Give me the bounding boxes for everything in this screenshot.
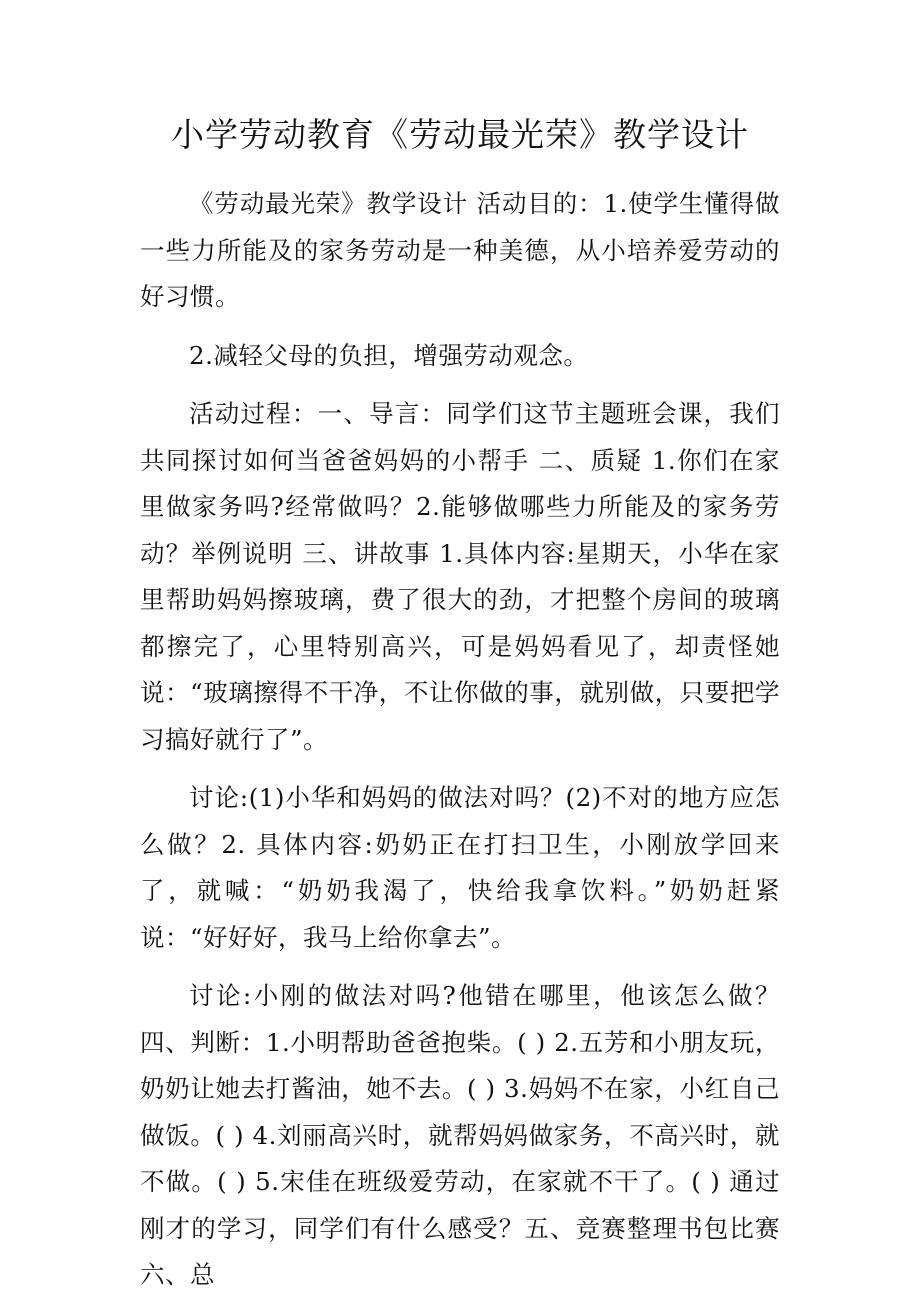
document-title: 小学劳动教育《劳动最光荣》教学设计 — [171, 115, 749, 154]
paragraph-objectives: 《劳动最光荣》教学设计 活动目的：1.使学生懂得做一些力所能及的家务劳动是一种美德，从小培养爱劳动的好习惯。 — [140, 189, 780, 311]
document-body — [140, 181, 780, 1311]
paragraph-process: 活动过程：一、导言：同学们这节主题班会课，我们共同探讨如何当爸爸妈妈的小帮手 二、质疑 1.你们在家里做家务吗?经常做吗？2.能够做哪些力所能及的家务劳动？举例说明 三、讲故事 1.具体内容:星期天，小华在家里帮助妈妈擦玻璃，费了很大的劲，才把整个房间的玻璃都擦完了，心里特别高兴，可是妈妈看见了，却责怪她说：“玻璃擦得不干净，不让你做的事，就别做，只要把学习搞好就行了”。 — [140, 399, 780, 754]
paragraph-objective-2: 2.减轻父母的负担，增强劳动观念。 — [189, 340, 589, 370]
paragraph-discussion-1: 讨论:(1)小华和妈妈的做法对吗？(2)不对的地方应怎么做？2. 具体内容:奶奶正在打扫卫生，小刚放学回来了，就喊：“奶奶我渴了，快给我拿饮料。”奶奶赶紧说：“好好好，我马上给你拿去”。 — [140, 783, 780, 952]
paragraph-discussion-2: 讨论:小刚的做法对吗?他错在哪里，他该怎么做？四、判断：1.小明帮助爸爸抱柴。( ) 2.五芳和小朋友玩，奶奶让她去打酱油，她不去。( ) 3.妈妈不在家，小红自己做饭。( ) 4.刘丽高兴时，就帮妈妈做家务，不高兴时，就不做。( ) 5.宋佳在班级爱劳动，在家就不干了。( ) 通过刚才的学习，同学们有什么感受？五、竞赛整理书包比赛 六、总 — [140, 981, 780, 1289]
